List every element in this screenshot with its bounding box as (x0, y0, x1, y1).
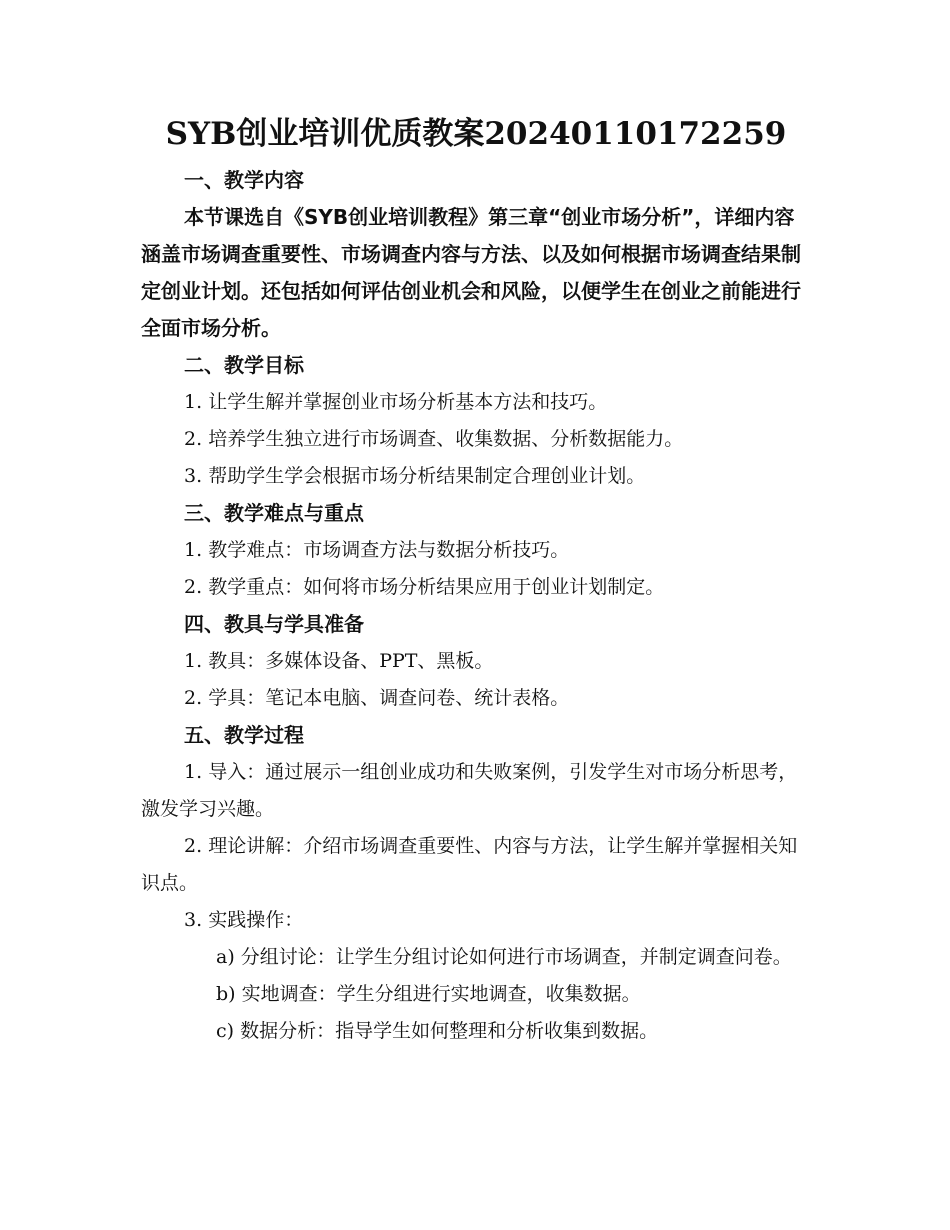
list-item-text: 理论讲解：介绍市场调查重要性、内容与方法，让学生解并掌握相关知识点。 (141, 835, 798, 894)
list-item (141, 643, 811, 680)
list-item-number: 1. (184, 761, 203, 783)
sub-list-item-letter: b) (216, 983, 236, 1005)
sub-list-item (141, 976, 811, 1013)
section-heading-tools: 四、教具与学具准备 (184, 612, 364, 636)
list-item-number: 1. (184, 650, 203, 672)
section-intro-paragraph: 本节课选自《SYB创业培训教程》第三章“创业市场分析”，详细内容涵盖市场调查重要性、市场调查内容与方法、以及如何根据市场调查结果制定创业计划。还包括如何评估创业机会和风险，以便学生在创业之前能进行全面市场分析。 (141, 205, 801, 340)
document-body (141, 112, 811, 1050)
sub-list-item-text: 数据分析：指导学生如何整理和分析收集到数据。 (240, 1020, 659, 1042)
list-item (141, 384, 811, 421)
list-item-number: 1. (184, 539, 203, 561)
list-item (141, 902, 811, 939)
list-item-text: 教具：多媒体设备、PPT、黑板。 (208, 650, 494, 672)
list-item (141, 532, 811, 569)
section-heading-difficulties: 三、教学难点与重点 (184, 501, 364, 525)
list-item-text: 实践操作： (208, 909, 304, 931)
list-item-text: 教学难点：市场调查方法与数据分析技巧。 (208, 539, 570, 561)
sub-list-item-text: 实地调查：学生分组进行实地调查，收集数据。 (241, 983, 641, 1005)
document-title: SYB创业培训优质教案20240110172259 (165, 116, 787, 152)
list-item (141, 421, 811, 458)
sub-list-item-letter: c) (216, 1020, 235, 1042)
section-heading-objectives: 二、教学目标 (184, 353, 304, 377)
sub-list-item-text: 分组讨论：让学生分组讨论如何进行市场调查，并制定调查问卷。 (240, 946, 792, 968)
list-item-text: 导入：通过展示一组创业成功和失败案例，引发学生对市场分析思考，激发学习兴趣。 (141, 761, 798, 820)
sub-list-item (141, 939, 811, 976)
list-item-number: 3. (184, 909, 203, 931)
list-item-text: 培养学生独立进行市场调查、收集数据、分析数据能力。 (208, 428, 684, 450)
list-item (141, 458, 811, 495)
list-item-number: 3. (184, 465, 203, 487)
list-item-number: 2. (184, 687, 203, 709)
list-item-text: 帮助学生学会根据市场分析结果制定合理创业计划。 (208, 465, 646, 487)
sub-list-item-letter: a) (216, 946, 235, 968)
list-item-number: 2. (184, 576, 203, 598)
list-item-text: 教学重点：如何将市场分析结果应用于创业计划制定。 (208, 576, 665, 598)
list-item (141, 754, 811, 828)
section-heading-process: 五、教学过程 (184, 723, 304, 747)
list-item (141, 828, 811, 902)
list-item-number: 2. (184, 835, 203, 857)
list-item (141, 569, 811, 606)
list-item-text: 让学生解并掌握创业市场分析基本方法和技巧。 (208, 391, 608, 413)
list-item-number: 2. (184, 428, 203, 450)
list-item (141, 680, 811, 717)
sub-list-item (141, 1013, 811, 1050)
list-item-number: 1. (184, 391, 203, 413)
list-item-text: 学具：笔记本电脑、调查问卷、统计表格。 (208, 687, 570, 709)
section-heading-content: 一、教学内容 (184, 168, 304, 192)
